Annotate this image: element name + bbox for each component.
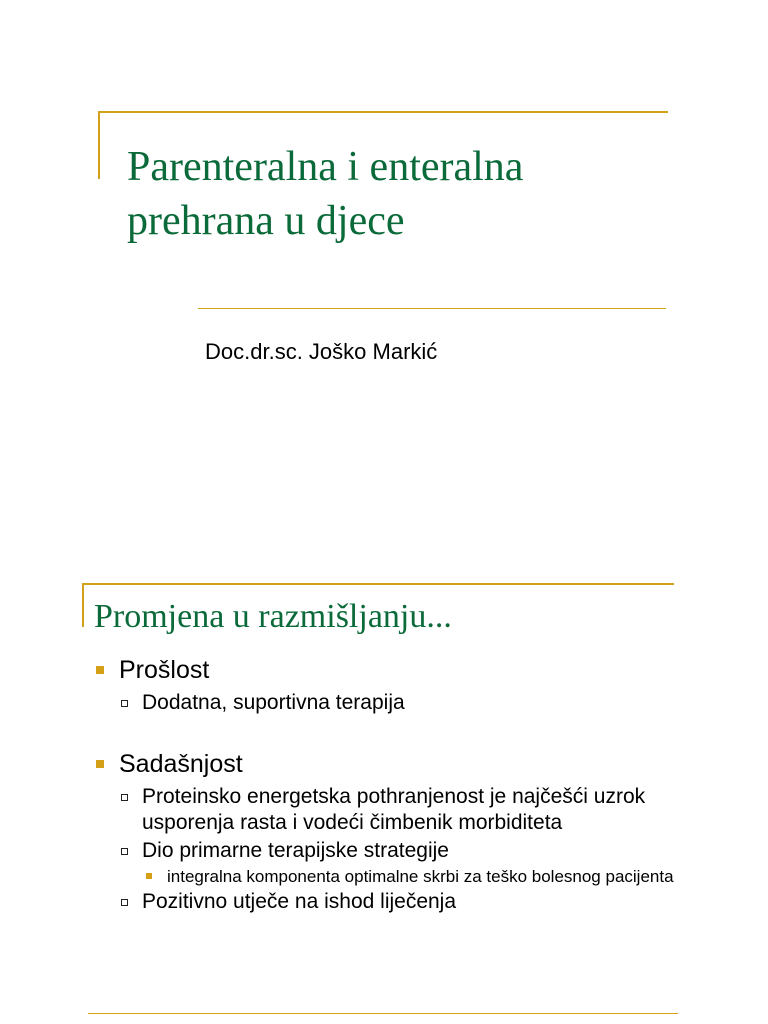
hollow-square-bullet-icon — [121, 899, 128, 906]
bullet-list — [94, 654, 674, 915]
bottom-rule — [88, 1013, 678, 1014]
author-name: Doc.dr.sc. Joško Markić — [205, 339, 438, 364]
slide-title-line-1: Parenteralna i enteralna — [127, 144, 524, 190]
list-item: Prošlost Dodatna, suportivna terapija — [94, 654, 674, 716]
slide-title: Promjena u razmišljanju... — [94, 598, 452, 635]
content-slide — [0, 512, 768, 1024]
hollow-square-bullet-icon — [121, 848, 128, 855]
bottom-rule — [198, 308, 666, 309]
left-rule — [98, 111, 100, 179]
small-square-bullet-icon — [146, 873, 152, 879]
list-item: Dio primarne terapijske strategije integralna komponenta optimalne skrbi za teško bolesnog pacijenta — [119, 838, 674, 887]
list-item: Pozitivno utječe na ishod liječenja — [119, 889, 674, 915]
square-bullet-icon — [96, 666, 104, 674]
list-item: Dodatna, suportivna terapija — [119, 690, 674, 716]
hollow-square-bullet-icon — [121, 700, 128, 707]
slide-title — [127, 140, 647, 248]
square-bullet-icon — [96, 760, 104, 768]
list-item: Sadašnjost Proteinsko energetska pothranjenost je najčešći uzrok usporenja rasta i vodeći čimbenik morbiditeta Dio primarne terapijske strategije integralna komponenta optimalne skrbi za teško bolesnog pacijenta Pozitivno utječe na ishod liječenja — [94, 748, 674, 915]
slide-title-line-2: prehrana u djece — [127, 198, 405, 244]
left-rule — [82, 583, 84, 627]
list-item: integralna komponenta optimalne skrbi za teško bolesnog pacijenta — [142, 866, 674, 887]
hollow-square-bullet-icon — [121, 794, 128, 801]
list-item: Proteinsko energetska pothranjenost je najčešći uzrok usporenja rasta i vodeći čimbenik morbiditeta — [119, 784, 674, 836]
top-rule — [98, 111, 668, 113]
top-rule — [82, 583, 674, 585]
